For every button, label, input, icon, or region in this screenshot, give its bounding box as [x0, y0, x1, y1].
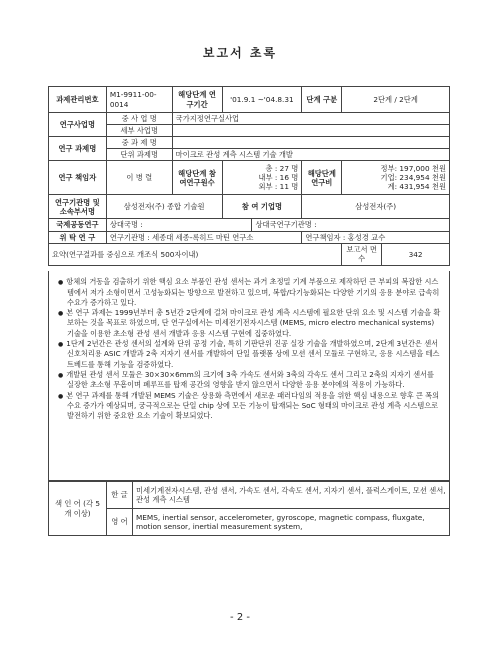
- org-label: 연구기관명 및 소속부서명: [49, 195, 107, 219]
- summary-body: [48, 271, 450, 481]
- table-row: [49, 219, 450, 231]
- project-row-value: [172, 125, 449, 137]
- list-item: ● 1단계 2년간은 관성 센서의 설계와 단위 공정 기술, 특히 기판단위 진공 실장 기술을 개발하였으며, 2단계 3년간은 센서 신호처리용 ASIC 개발과 2축 지자기 센서를 개발하여 단일 플랫폼 상에 모션 센서 모듈로 구현하고, 응용 시스템을 테스트베드를 통해 기능을 검증하였다.: [67, 339, 441, 370]
- project-row-value: 국가지정연구실사업: [172, 113, 449, 125]
- index-en-value: MEMS, inertial sensor, accelerometer, gyroscope, magnetic compass, fluxgate, motion sensor, inertial measurement system,: [133, 509, 450, 536]
- table-row: [49, 482, 450, 509]
- project-row-label: 세부 사업명: [106, 125, 172, 137]
- stage-label: 단계 구분: [302, 87, 342, 113]
- project-group-label: 연구사업명: [49, 113, 107, 137]
- project-row-value: [172, 137, 449, 149]
- org-value: 삼성전자(주) 종합 기술원: [106, 195, 222, 219]
- pages-label: 보고서 면수: [342, 243, 382, 265]
- consign-inst: 연구기관명 : 세종대 세종-록히드 마틴 연구소: [106, 231, 302, 243]
- project-row-label: 단위 과제명: [106, 149, 172, 161]
- count-values: 총 : 27 명 내부 : 16 명 외부 : 11 명: [222, 161, 302, 195]
- pages-value: 342: [382, 243, 450, 265]
- mgmt-label: 과제관리번호: [49, 87, 107, 113]
- intl-partner-label: 상대국명 :: [106, 219, 252, 231]
- table-row: [49, 509, 450, 536]
- table-row: [49, 243, 450, 265]
- table-row: [49, 87, 450, 113]
- report-info-table: [48, 86, 450, 266]
- index-terms-label: 색 인 어 (각 5개 이상): [49, 482, 107, 536]
- partner-label: 참 여 기업명: [222, 195, 302, 219]
- project-group-label: 연구 과제명: [49, 137, 107, 161]
- project-row-value: 마이크로 관성 계측 시스템 기술 개발: [172, 149, 449, 161]
- consign-head: 연구책임자 : 홍성경 교수: [302, 231, 450, 243]
- table-row: [49, 161, 450, 195]
- table-row: [49, 113, 450, 125]
- stage-value: 2단계 / 2단계: [342, 87, 450, 113]
- list-item: ● 본 연구 과제를 통해 개발된 MEMS 기술은 상용화 측면에서 새로운 패러다임의 적용을 위한 핵심 내용으로 향후 큰 폭의 수요 증가가 예상되며, 궁극적으로는 단일 chip 상에 모든 기능이 탑재되는 SoC 형태의 마이크로 관성 계측 시스템으로 발전하기 위한 중요한 요소 기술이 확보되었다.: [67, 391, 441, 422]
- index-en-label: 영 어: [107, 509, 133, 536]
- project-row-label: 중 과 제 명: [106, 137, 172, 149]
- table-row: [49, 195, 450, 219]
- count-label: 해당단계 참여연구원수: [172, 161, 222, 195]
- intl-label: 국제공동연구: [49, 219, 107, 231]
- list-item: ● 개발된 관성 센서 모듈은 30×30×6mm의 크기에 3축 가속도 센서와 3축의 각속도 센서 그리고 2축의 지자기 센서를 실장한 초소형 무흠이며 폐루프를 탑재 공간의 영향을 받지 않으면서 다양한 응용 분야에의 적용이 가능하다.: [67, 370, 441, 391]
- table-row: [49, 149, 450, 161]
- list-item: ● 본 연구 과제는 1999년부터 총 5년간 2단계에 걸쳐 마이크로 관성 계측 시스템에 필요한 단위 요소 및 시스템 기술을 확보하는 것을 목표로 하였으며, 단 연구실에서는 미세전기전자시스템 (MEMS, micro electro mechanical systems)기술을 이용한 초소형 관성 센서 개발과 응용 시스템 구현에 집중하였다.: [67, 308, 441, 339]
- researcher-name: 이 병 렬: [106, 161, 172, 195]
- index-ko-value: 미세기계전자시스템, 관성 센서, 가속도 센서, 각속도 센서, 지자기 센서, 플럭스게이트, 모션 센서, 관성 계측 시스템: [133, 482, 450, 509]
- cost-values: 정부: 197,000 천원 기업: 234,954 천원 계: 431,954 천원: [342, 161, 450, 195]
- partner-value: 삼성전자(주): [302, 195, 450, 219]
- period-value: '01.9.1 ~'04.8.31: [222, 87, 302, 113]
- table-row: [49, 125, 450, 137]
- period-label: 해당단계 연구기간: [172, 87, 222, 113]
- intl-partner-inst-label: 상대국연구기관명 :: [252, 219, 450, 231]
- index-terms-table: [48, 481, 450, 536]
- mgmt-value: M1-9911-00-0014: [106, 87, 172, 113]
- index-ko-label: 한 글: [107, 482, 133, 509]
- page-title: 보고서 초록: [202, 46, 278, 60]
- list-item: ● 항체의 거동을 검출하기 위한 핵심 요소 부품인 관성 센서는 과거 초정밀 기계 부품으로 제작하던 큰 부피의 복잡한 시스템에서 저가 소형이면서 고성능화되는 방향으로 발전하고 있으며, 복합/다기능화되는 다양한 기기의 응용 분야로 급속히 수요가 증가하고 있다.: [67, 277, 441, 308]
- summary-label: 요약(연구결과를 중심으로 개조식 500자이내): [49, 243, 342, 265]
- consign-label: 위 탁 연 구: [49, 231, 107, 243]
- cost-label: 해당단계 연구비: [302, 161, 342, 195]
- page-number: - 2 -: [230, 612, 250, 623]
- project-row-label: 중 사 업 명: [106, 113, 172, 125]
- researcher-label: 연구 책임자: [49, 161, 107, 195]
- table-row: [49, 137, 450, 149]
- table-row: [49, 231, 450, 243]
